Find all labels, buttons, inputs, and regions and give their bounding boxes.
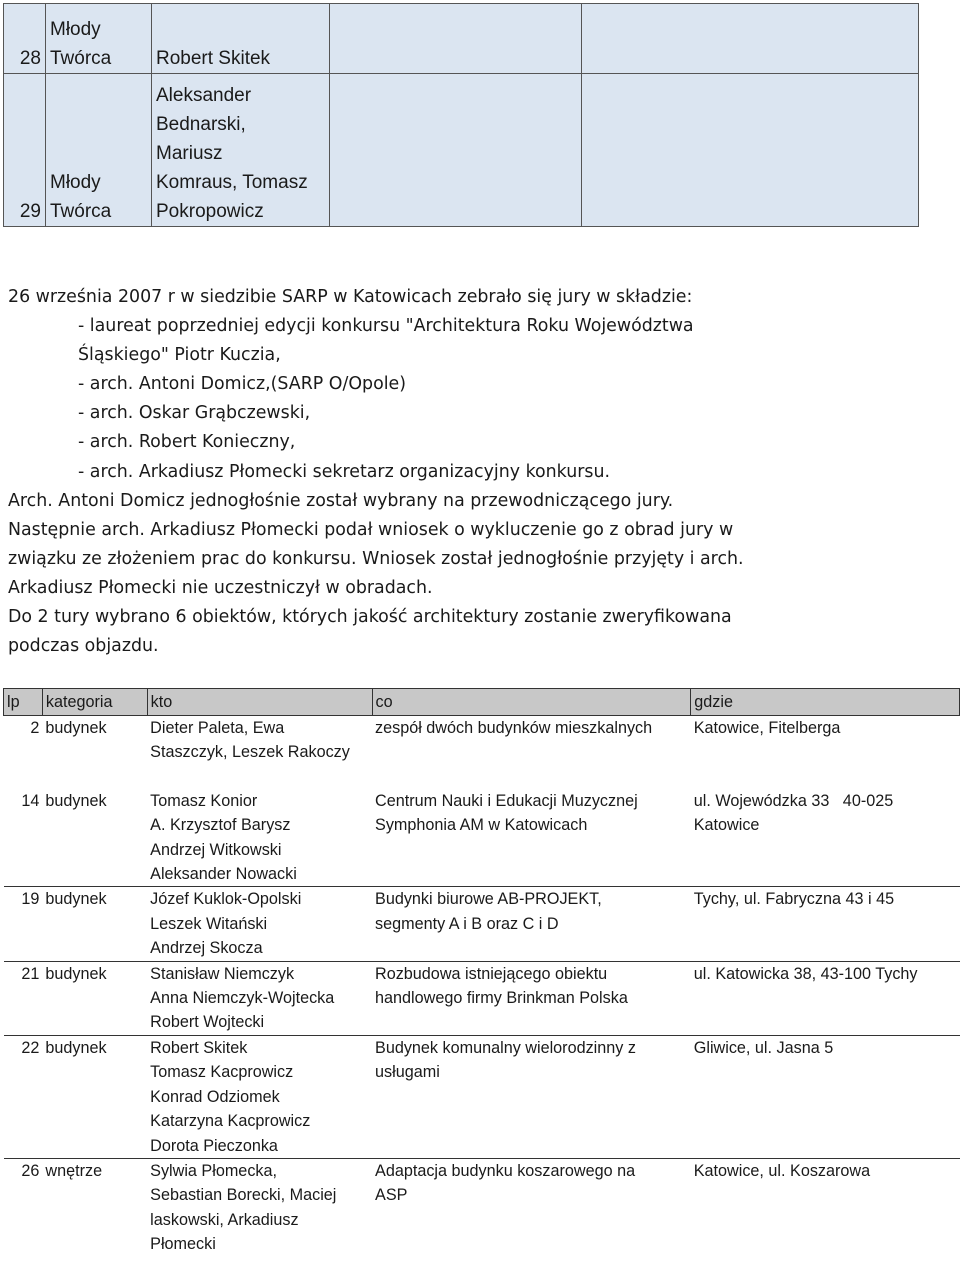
kto-line: Dieter Paleta, Ewa bbox=[150, 719, 285, 737]
table-row bbox=[4, 961, 960, 1035]
co-line: zespół dwóch budynków mieszkalnych bbox=[375, 719, 653, 737]
category-line: Młody bbox=[50, 19, 101, 40]
table-row bbox=[4, 1035, 960, 1158]
cell-co bbox=[372, 1035, 691, 1158]
kto-line: Konrad Odziomek bbox=[150, 1087, 280, 1106]
minutes-intro: 26 września 2007 r w siedzibie SARP w Katowicach zebrało się jury w składzie: bbox=[8, 287, 693, 307]
cell-lp: 2 bbox=[30, 719, 40, 737]
cell-gdzie bbox=[691, 1158, 960, 1256]
candidate-row-28 bbox=[4, 4, 919, 74]
cell-kto bbox=[147, 716, 372, 789]
kto-line: Dorota Pieczonka bbox=[150, 1136, 278, 1155]
kto-line: Anna Niemczyk-Wojtecka bbox=[150, 989, 335, 1008]
kto-line: Józef Kuklok-Opolski bbox=[150, 890, 302, 909]
empty-cell bbox=[582, 4, 919, 74]
kto-line: Andrzej Skocza bbox=[150, 939, 263, 958]
category-cell bbox=[46, 4, 152, 74]
table-row bbox=[4, 789, 960, 887]
jury-member-line: - arch. Arkadiusz Płomecki sekretarz organizacyjny konkursu. bbox=[78, 461, 611, 482]
gdzie-line: Katowice bbox=[693, 816, 760, 835]
empty-cell bbox=[582, 74, 919, 227]
gdzie-line: ul. Wojewódzka 33 40-025 bbox=[693, 791, 894, 810]
minutes-body-line: Do 2 tury wybrano 6 obiektów, których jakość architektury zostanie zweryfikowana bbox=[8, 607, 732, 628]
kto-line: Sebastian Borecki, Maciej bbox=[150, 1186, 337, 1205]
co-line: Budynek komunalny wielorodzinny z bbox=[375, 1038, 636, 1057]
cell-kto bbox=[147, 789, 372, 887]
empty-cell bbox=[330, 74, 582, 227]
cell-lp: 19 bbox=[4, 887, 43, 961]
co-line: Centrum Nauki i Edukacji Muzycznej bbox=[375, 791, 638, 810]
row-number: 29 bbox=[4, 74, 46, 227]
jury-member-line: - arch. Antoni Domicz,(SARP O/Opole) bbox=[78, 374, 407, 395]
co-line: Symphonia AM w Katowicach bbox=[375, 816, 588, 835]
cell-kategoria: budynek bbox=[42, 1035, 147, 1158]
header-kategoria: kategoria bbox=[42, 689, 147, 716]
gdzie-line: ul. Katowicka 38, 43-100 Tychy bbox=[693, 964, 918, 983]
cell-gdzie bbox=[691, 887, 960, 961]
second-round-table bbox=[3, 688, 960, 1257]
minutes-body-line: Arch. Antoni Domicz jednogłośnie został wybrany na przewodniczącego jury. bbox=[8, 490, 674, 511]
header-gdzie: gdzie bbox=[691, 689, 960, 716]
cell-kategoria: budynek bbox=[45, 791, 107, 810]
co-line: ASP bbox=[375, 1186, 408, 1205]
cell-co bbox=[372, 789, 691, 887]
row-number: 28 bbox=[4, 4, 46, 74]
category-cell bbox=[46, 74, 152, 227]
cell-kategoria: budynek bbox=[45, 719, 107, 737]
kto-line: Robert Skitek bbox=[150, 1038, 248, 1057]
kto-line: Płomecki bbox=[150, 1235, 216, 1254]
cell-gdzie bbox=[691, 789, 960, 887]
author-line: Aleksander bbox=[156, 85, 252, 106]
author-line: Robert Skitek bbox=[156, 48, 271, 69]
cell-gdzie bbox=[691, 961, 960, 1035]
gdzie-line: Gliwice, ul. Jasna 5 bbox=[693, 1038, 834, 1057]
kto-line: Leszek Witański bbox=[150, 914, 268, 933]
minutes-body-line: Następnie arch. Arkadiusz Płomecki podał wniosek o wykluczenie go z obrad jury w bbox=[8, 519, 734, 540]
minutes-body-line: podczas objazdu. bbox=[8, 636, 159, 657]
author-cell bbox=[152, 4, 330, 74]
candidate-row-29 bbox=[4, 74, 919, 227]
cell-lp: 21 bbox=[4, 961, 43, 1035]
minutes-body-line: Arkadiusz Płomecki nie uczestniczył w obradach. bbox=[8, 577, 433, 598]
jury-member-line: - laureat poprzedniej edycji konkursu "Architektura Roku Województwa bbox=[78, 316, 694, 337]
cell-gdzie bbox=[691, 1035, 960, 1158]
empty-cell bbox=[330, 4, 582, 74]
cell-co bbox=[372, 716, 691, 789]
kto-line: laskowski, Arkadiusz bbox=[150, 1210, 299, 1229]
cell-kategoria: budynek bbox=[42, 961, 147, 1035]
co-line: usługami bbox=[375, 1063, 440, 1082]
kto-line: A. Krzysztof Barysz bbox=[150, 816, 291, 835]
jury-minutes bbox=[8, 283, 953, 661]
co-line: segmenty A i B oraz C i D bbox=[375, 914, 559, 933]
cell-co bbox=[372, 961, 691, 1035]
cell-kto bbox=[147, 961, 372, 1035]
gdzie-line: Tychy, ul. Fabryczna 43 i 45 bbox=[693, 890, 895, 909]
author-line: Komraus, Tomasz bbox=[156, 172, 308, 193]
co-line: handlowego firmy Brinkman Polska bbox=[375, 989, 628, 1008]
co-line: Budynki biurowe AB-PROJEKT, bbox=[375, 890, 602, 909]
gdzie-line: Katowice, ul. Koszarowa bbox=[693, 1161, 871, 1180]
table-row bbox=[4, 716, 960, 789]
cell-co bbox=[372, 887, 691, 961]
jury-member-line: - arch. Robert Konieczny, bbox=[78, 432, 296, 453]
table-header-row bbox=[4, 689, 960, 716]
cell-kategoria: wnętrze bbox=[42, 1158, 147, 1256]
header-lp: lp bbox=[4, 689, 43, 716]
author-cell bbox=[152, 74, 330, 227]
kto-line: Katarzyna Kacprowicz bbox=[150, 1112, 311, 1131]
cell-kto bbox=[147, 887, 372, 961]
kto-line: Andrzej Witkowski bbox=[150, 840, 282, 859]
cell-lp: 14 bbox=[21, 791, 40, 810]
cell-lp: 22 bbox=[4, 1035, 43, 1158]
kto-line: Aleksander Nowacki bbox=[150, 865, 297, 884]
kto-line: Staszczyk, Leszek Rakoczy bbox=[150, 743, 350, 762]
co-line: Adaptacja budynku koszarowego na bbox=[375, 1161, 636, 1180]
kto-line: Tomasz Konior bbox=[150, 791, 258, 810]
gdzie-line: Katowice, Fitelberga bbox=[693, 719, 841, 737]
cell-lp: 26 bbox=[4, 1158, 43, 1256]
author-line: Pokropowicz bbox=[156, 201, 264, 222]
co-line: Rozbudowa istniejącego obiektu bbox=[375, 964, 608, 983]
jury-member-line: - arch. Oskar Grąbczewski, bbox=[78, 403, 311, 424]
table-row bbox=[4, 1158, 960, 1256]
author-line: Bednarski, bbox=[156, 114, 246, 135]
kto-line: Robert Wojtecki bbox=[150, 1013, 265, 1032]
jury-member-line: Śląskiego" Piotr Kuczia, bbox=[78, 345, 281, 366]
kto-line: Tomasz Kacprowicz bbox=[150, 1063, 294, 1082]
cell-kategoria: budynek bbox=[42, 887, 147, 961]
candidates-table-continued bbox=[3, 3, 919, 227]
table-row bbox=[4, 887, 960, 961]
header-co: co bbox=[372, 689, 691, 716]
category-line: Młody bbox=[50, 172, 101, 193]
header-kto: kto bbox=[147, 689, 372, 716]
author-line: Mariusz bbox=[156, 143, 223, 164]
kto-line: Stanisław Niemczyk bbox=[150, 964, 295, 983]
minutes-body-line: związku ze złożeniem prac do konkursu. Wniosek został jednogłośnie przyjęty i arch. bbox=[8, 548, 744, 569]
cell-kto bbox=[147, 1035, 372, 1158]
category-line: Twórca bbox=[50, 48, 112, 69]
cell-kto bbox=[147, 1158, 372, 1256]
kto-line: Sylwia Płomecka, bbox=[150, 1161, 278, 1180]
cell-co bbox=[372, 1158, 691, 1256]
category-line: Twórca bbox=[50, 201, 112, 222]
cell-gdzie bbox=[691, 716, 960, 789]
